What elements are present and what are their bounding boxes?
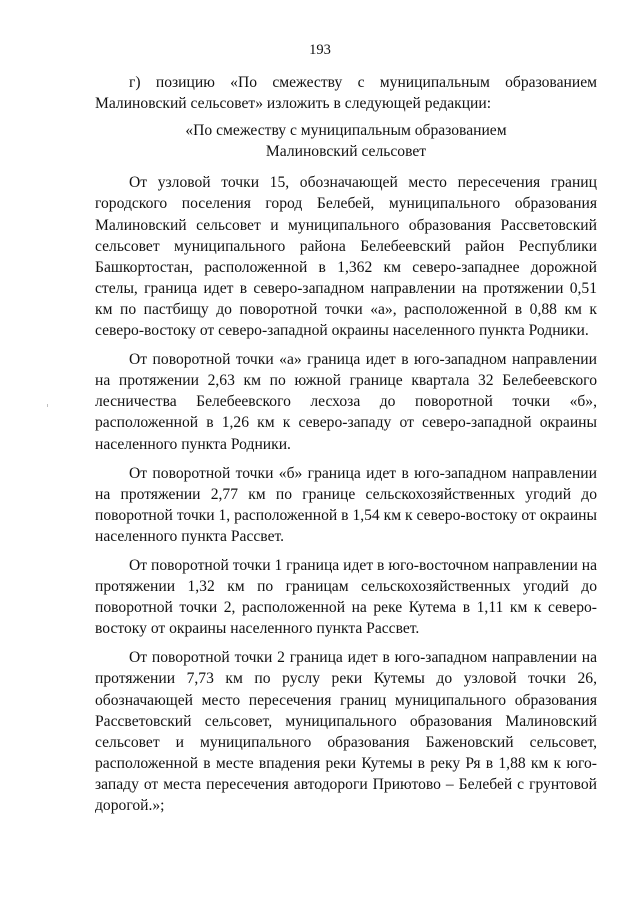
boundary-paragraph-2: От поворотной точки «а» граница идет в юго-западном направлении на протяжении 2,63 км по южной границе квартала 32 Белебеевского лесничества Белебеевского лесхоза до поворотной точки «б», расположенной в 1,26 км к северо-западу от северо-западной окраины населенного пункта Родники. — [95, 351, 597, 453]
boundary-paragraph-4: От поворотной точки 1 граница идет в юго-восточном направлении на протяжении 1,32 км по границам сельскохозяйственных угодий до поворотной точки 2, расположенной на реке Кутема в 1,11 км к северо-востоку от окраины населенного пункта Рассвет. — [95, 556, 597, 638]
page-number: 193 — [309, 42, 331, 58]
section-heading — [95, 120, 597, 162]
intro-paragraph: г) позицию «По смежеству с муниципальным образованием Малиновский сельсовет» изложить в следующей редакции: — [95, 74, 597, 113]
section-heading-line-1: «По смежеству с муниципальным образованием — [185, 122, 507, 140]
section-heading-line-2: Малиновский сельсовет — [265, 143, 427, 161]
boundary-paragraph-3: От поворотной точки «б» граница идет в юго-западном направлении на протяжении 2,77 км по границе сельскохозяйственных угодий до поворотной точки 1, расположенной в 1,54 км к северо-востоку от окраины населенного пункта Рассвет. — [95, 464, 597, 545]
scan-mark — [47, 404, 48, 407]
document-body — [95, 72, 597, 816]
boundary-paragraph-5: От поворотной точки 2 граница идет в юго-западном направлении на протяжении 7,73 км по руслу реки Кутемы до узловой точки 26, обозначающей место пересечения границ муниципального образования Рассветовский сельсовет, муниципального образования Малиновский сельсовет и муниципального образования Баженовский сельсовет, расположенной в месте впадения реки Кутемы в реку Ря в 1,88 км к юго-западу от места пересечения автодороги Приютово – Белебей с грунтовой дорогой.»; — [95, 649, 597, 814]
boundary-paragraph-1: От узловой точки 15, обозначающей место пересечения границ городского поселения город Белебей, муниципального образования Малиновский сельсовет и муниципального образования Рассветовский сельсовет муниципального района Белебеевский район Республики Башкортостан, расположенной в 1,362 км северо-западнее дорожной стелы, граница идет в северо-западном направлении на протяжении 0,51 км по пастбищу до поворотной точки «а», расположенной в 0,88 км к северо-востоку от северо-западной окраины населенного пункта Родники. — [95, 174, 597, 340]
